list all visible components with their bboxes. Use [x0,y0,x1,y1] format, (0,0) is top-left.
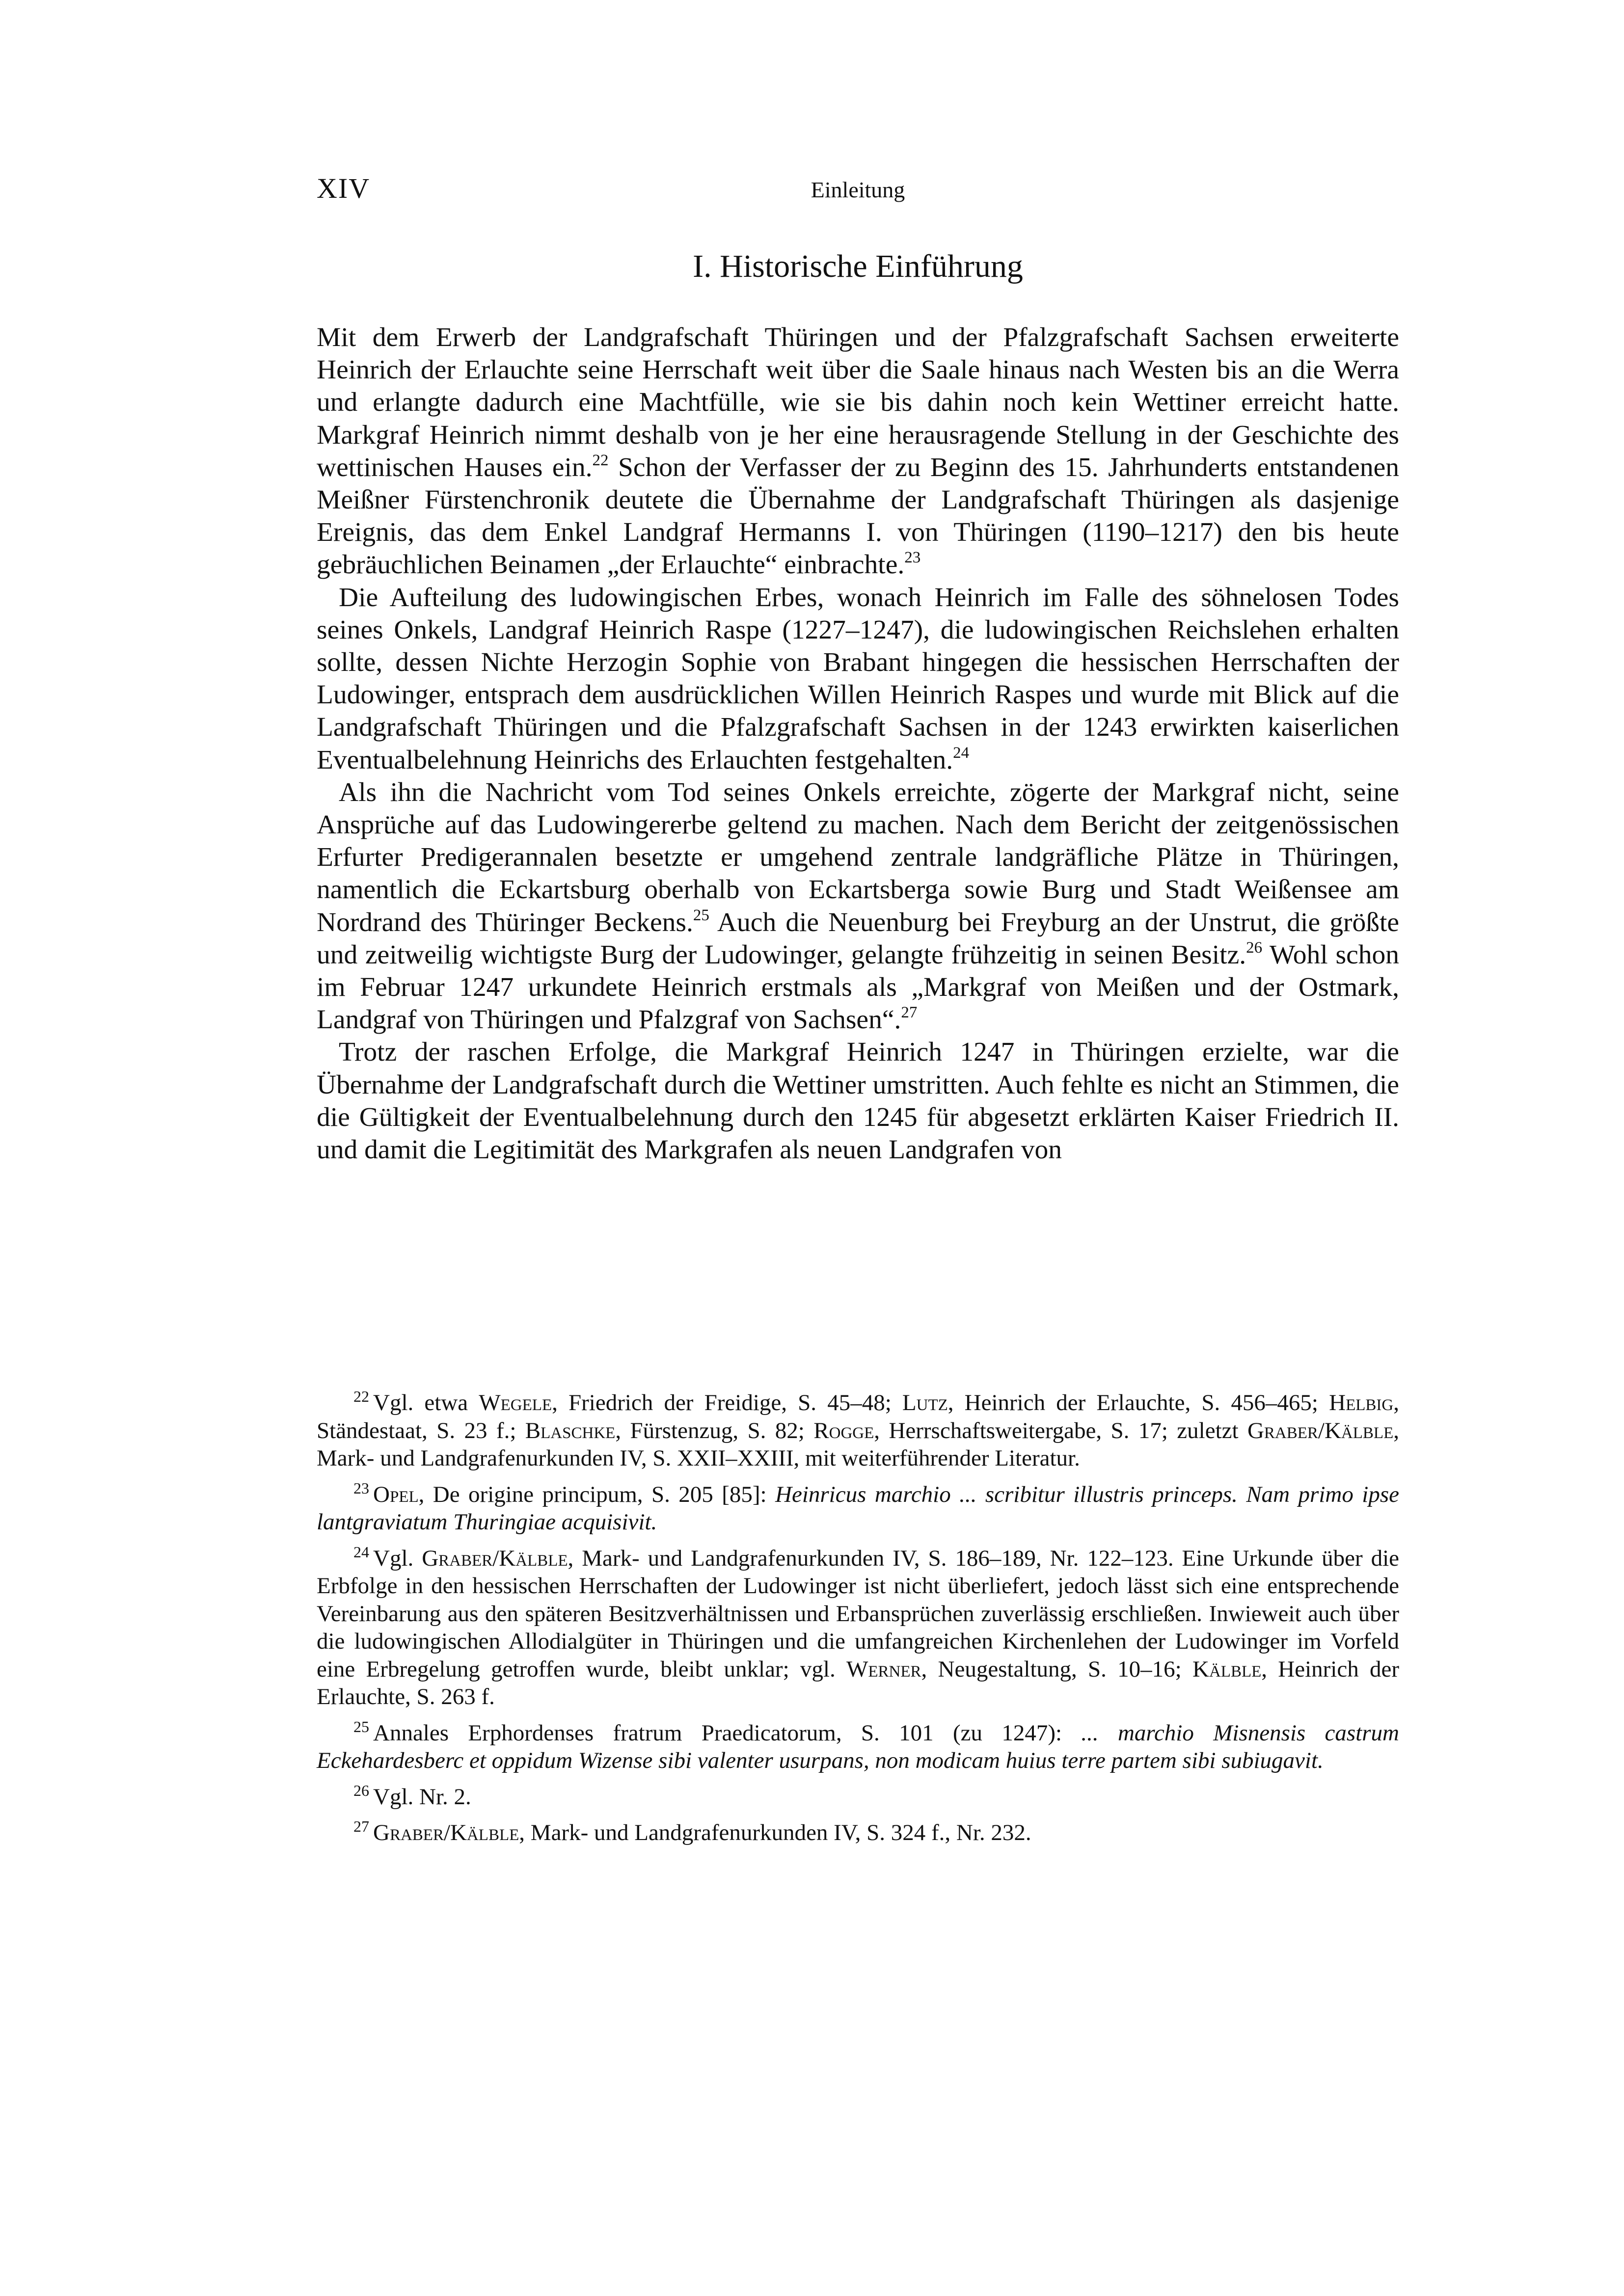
footnote-text: , Mark- und Landgrafenurkunden IV, S. 324 f., Nr. 232. [519,1820,1031,1845]
footnote-ref: 23 [904,549,921,567]
section-title: I. Historische Einführung [693,248,1023,284]
footnote-text: Vgl. Nr. 2. [373,1784,471,1810]
footnote-27 [317,1819,1399,1847]
paragraph-text: Schon der Verfasser der zu Beginn des 15. Jahrhunderts entstandenen Meißner Fürstenchronik deutete die Übernahme der Landgrafschaft Thüringen als dasjenige Ereignis, das dem Enkel Landgraf Hermanns I. von Thüringen (1190–1217) den bis heute gebräuchlichen Beinamen „der Erlauchte“ einbrachte. [317,452,1399,580]
footnote-text: , Mark- und Landgrafenurkunden IV, S. 186–189, Nr. 122–123. Eine Urkunde über die Erbfolge in den hessischen Herrschaften der Ludowinger ist nicht überliefert, jedoch lässt sich eine entsprechende Vereinbarung aus den späteren Besitzverhältnissen und Erbansprüchen zuverlässig erschließen. Inwieweit auch über die ludowingischen Allodialgüter in Thüringen und die umfangreichen Kirchenlehen der Ludowinger im Vorfeld eine Erbregelung getroffen wurde, bleibt unklar; vgl. [317,1545,1400,1682]
footnote-ref: 24 [953,744,970,762]
latin-quote: ... marchio Misnensis castrum Eckehardesberc et oppidum Wizense sibi valenter usurpans, non modicam huius terre partem sibi subiugavit. [317,1720,1399,1773]
footnote-text: , Herrschaftsweitergabe, S. 17; zuletzt [874,1417,1247,1443]
running-head [317,172,1399,211]
footnote-text: Vgl. etwa [373,1390,479,1415]
footnote-number: 25 [353,1717,369,1735]
footnote-text: Vgl. [373,1545,422,1571]
footnote-text: , Fürstenzug, S. 82; [615,1417,814,1443]
footnote-text: , Friedrich der Freidige, S. 45–48; [552,1390,902,1415]
footnote-25 [317,1719,1399,1775]
footnote-number: 24 [353,1543,369,1561]
footnote-text: , Heinrich der Erlauchte, S. 456–465; [947,1390,1329,1415]
author-name: Graber/Kälble [373,1820,519,1845]
body-text [317,321,1399,1166]
running-title: Einleitung [811,177,905,202]
paragraph-text: Mit dem Erwerb der Landgrafschaft Thüringen und der Pfalzgrafschaft Sachsen erweiterte Heinrich der Erlauchte seine Herrschaft weit über die Saale hinaus nach Westen bis an die Werra und erlangte dadurch eine Machtfülle, wie sie bis dahin noch kein Wettiner erreicht hatte. Markgraf Heinrich nimmt deshalb von je her eine herausragende Stellung in der Geschichte des wettinischen Hauses ein. [317,322,1399,482]
paragraph-3 [317,776,1399,1037]
footnote-number: 26 [353,1781,369,1799]
author-name: Graber/Kälble [422,1545,568,1571]
footnote-number: 22 [353,1388,369,1405]
footnote-24 [317,1545,1399,1711]
author-name: Kälble [1192,1656,1262,1682]
footnote-text: , Ständestaat, S. 23 f.; [317,1390,1399,1443]
author-name: Werner [846,1656,921,1682]
footnote-ref: 27 [901,1004,918,1022]
footnote-number: 27 [353,1817,369,1835]
footnote-text: , Neugestaltung, S. 10–16; [921,1656,1193,1682]
footnote-ref: 25 [693,906,709,924]
author-name: Wegele [479,1390,552,1415]
footnote-22 [317,1389,1399,1472]
author-name: Graber/Kälble [1247,1417,1394,1443]
footnote-26 [317,1783,1399,1811]
author-name: Helbig [1329,1390,1394,1415]
footnotes [317,1389,1399,1855]
footnote-text: , Heinrich der Erlauchte, S. 263 f. [317,1656,1400,1709]
page-number: XIV [317,172,371,204]
footnote-text: Annales Erphordenses fratrum Praedicatorum, S. 101 (zu 1247): [373,1720,1082,1746]
footnote-number: 23 [353,1479,369,1497]
footnote-23 [317,1481,1399,1536]
footnote-ref: 26 [1246,938,1263,957]
paragraph-text: Die Aufteilung des ludowingischen Erbes, wonach Heinrich im Falle des söhnelosen Todes seines Onkels, Landgraf Heinrich Raspe (1227–1247), die ludowingischen Reichslehen erhalten sollte, dessen Nichte Herzogin Sophie von Brabant hingegen die hessischen Herrschaften der Ludowinger, entsprach dem ausdrücklichen Willen Heinrich Raspes und wurde mit Blick auf die Landgrafschaft Thüringen und die Pfalzgrafschaft Sachsen in der 1243 erwirkten kaiserlichen Eventualbelehnung Heinrichs des Erlauchten festgehalten. [317,582,1399,775]
author-name: Lutz [902,1390,948,1415]
paragraph-4 [317,1036,1399,1166]
footnote-text: , Mark- und Landgrafenurkunden IV, S. XXII–XXIII, mit weiterführender Literatur. [317,1417,1399,1471]
paragraph-text: Trotz der raschen Erfolge, die Markgraf Heinrich 1247 in Thüringen erzielte, war die Übernahme der Landgrafschaft durch die Wettiner umstritten. Auch fehlte es nicht an Stimmen, die die Gültigkeit der Eventualbelehnung durch den 1245 für abgesetzt erklärten Kaiser Friedrich II. und damit die Legitimität des Markgrafen als neuen Landgrafen von [317,1037,1399,1165]
paragraph-text: Wohl schon im Februar 1247 urkundete Heinrich erstmals als „Markgraf von Meißen und der Ostmark, Landgraf von Thüringen und Pfalzgraf von Sachsen“. [317,939,1399,1035]
paragraph-1 [317,321,1399,582]
paragraph-2 [317,582,1399,776]
paragraph-text: Als ihn die Nachricht vom Tod seines Onkels erreichte, zögerte der Markgraf nicht, seine Ansprüche auf das Ludowingererbe geltend zu machen. Nach dem Bericht der zeitgenössischen Erfurter Predigerannalen besetzte er umgehend zentrale landgräfliche Plätze in Thüringen, namentlich die Eckartsburg oberhalb von Eckartsberga sowie Burg und Stadt Weißensee am Nordrand des Thüringer Beckens. [317,777,1399,937]
latin-quote: Heinricus marchio ... scribitur illustris princeps. Nam primo ipse lantgraviatum Thuringiae acquisivit. [317,1481,1399,1535]
author-name: Opel [373,1481,419,1507]
paragraph-text: Auch die Neuenburg bei Freyburg an der Unstrut, die größte und zeitweilig wichtigste Burg der Ludowinger, gelangte frühzeitig in seinen Besitz. [317,907,1400,970]
author-name: Rogge [813,1417,874,1443]
footnote-text: , De origine principum, S. 205 [85]: [418,1481,776,1507]
footnote-ref: 22 [592,451,609,469]
author-name: Blaschke [525,1417,616,1443]
